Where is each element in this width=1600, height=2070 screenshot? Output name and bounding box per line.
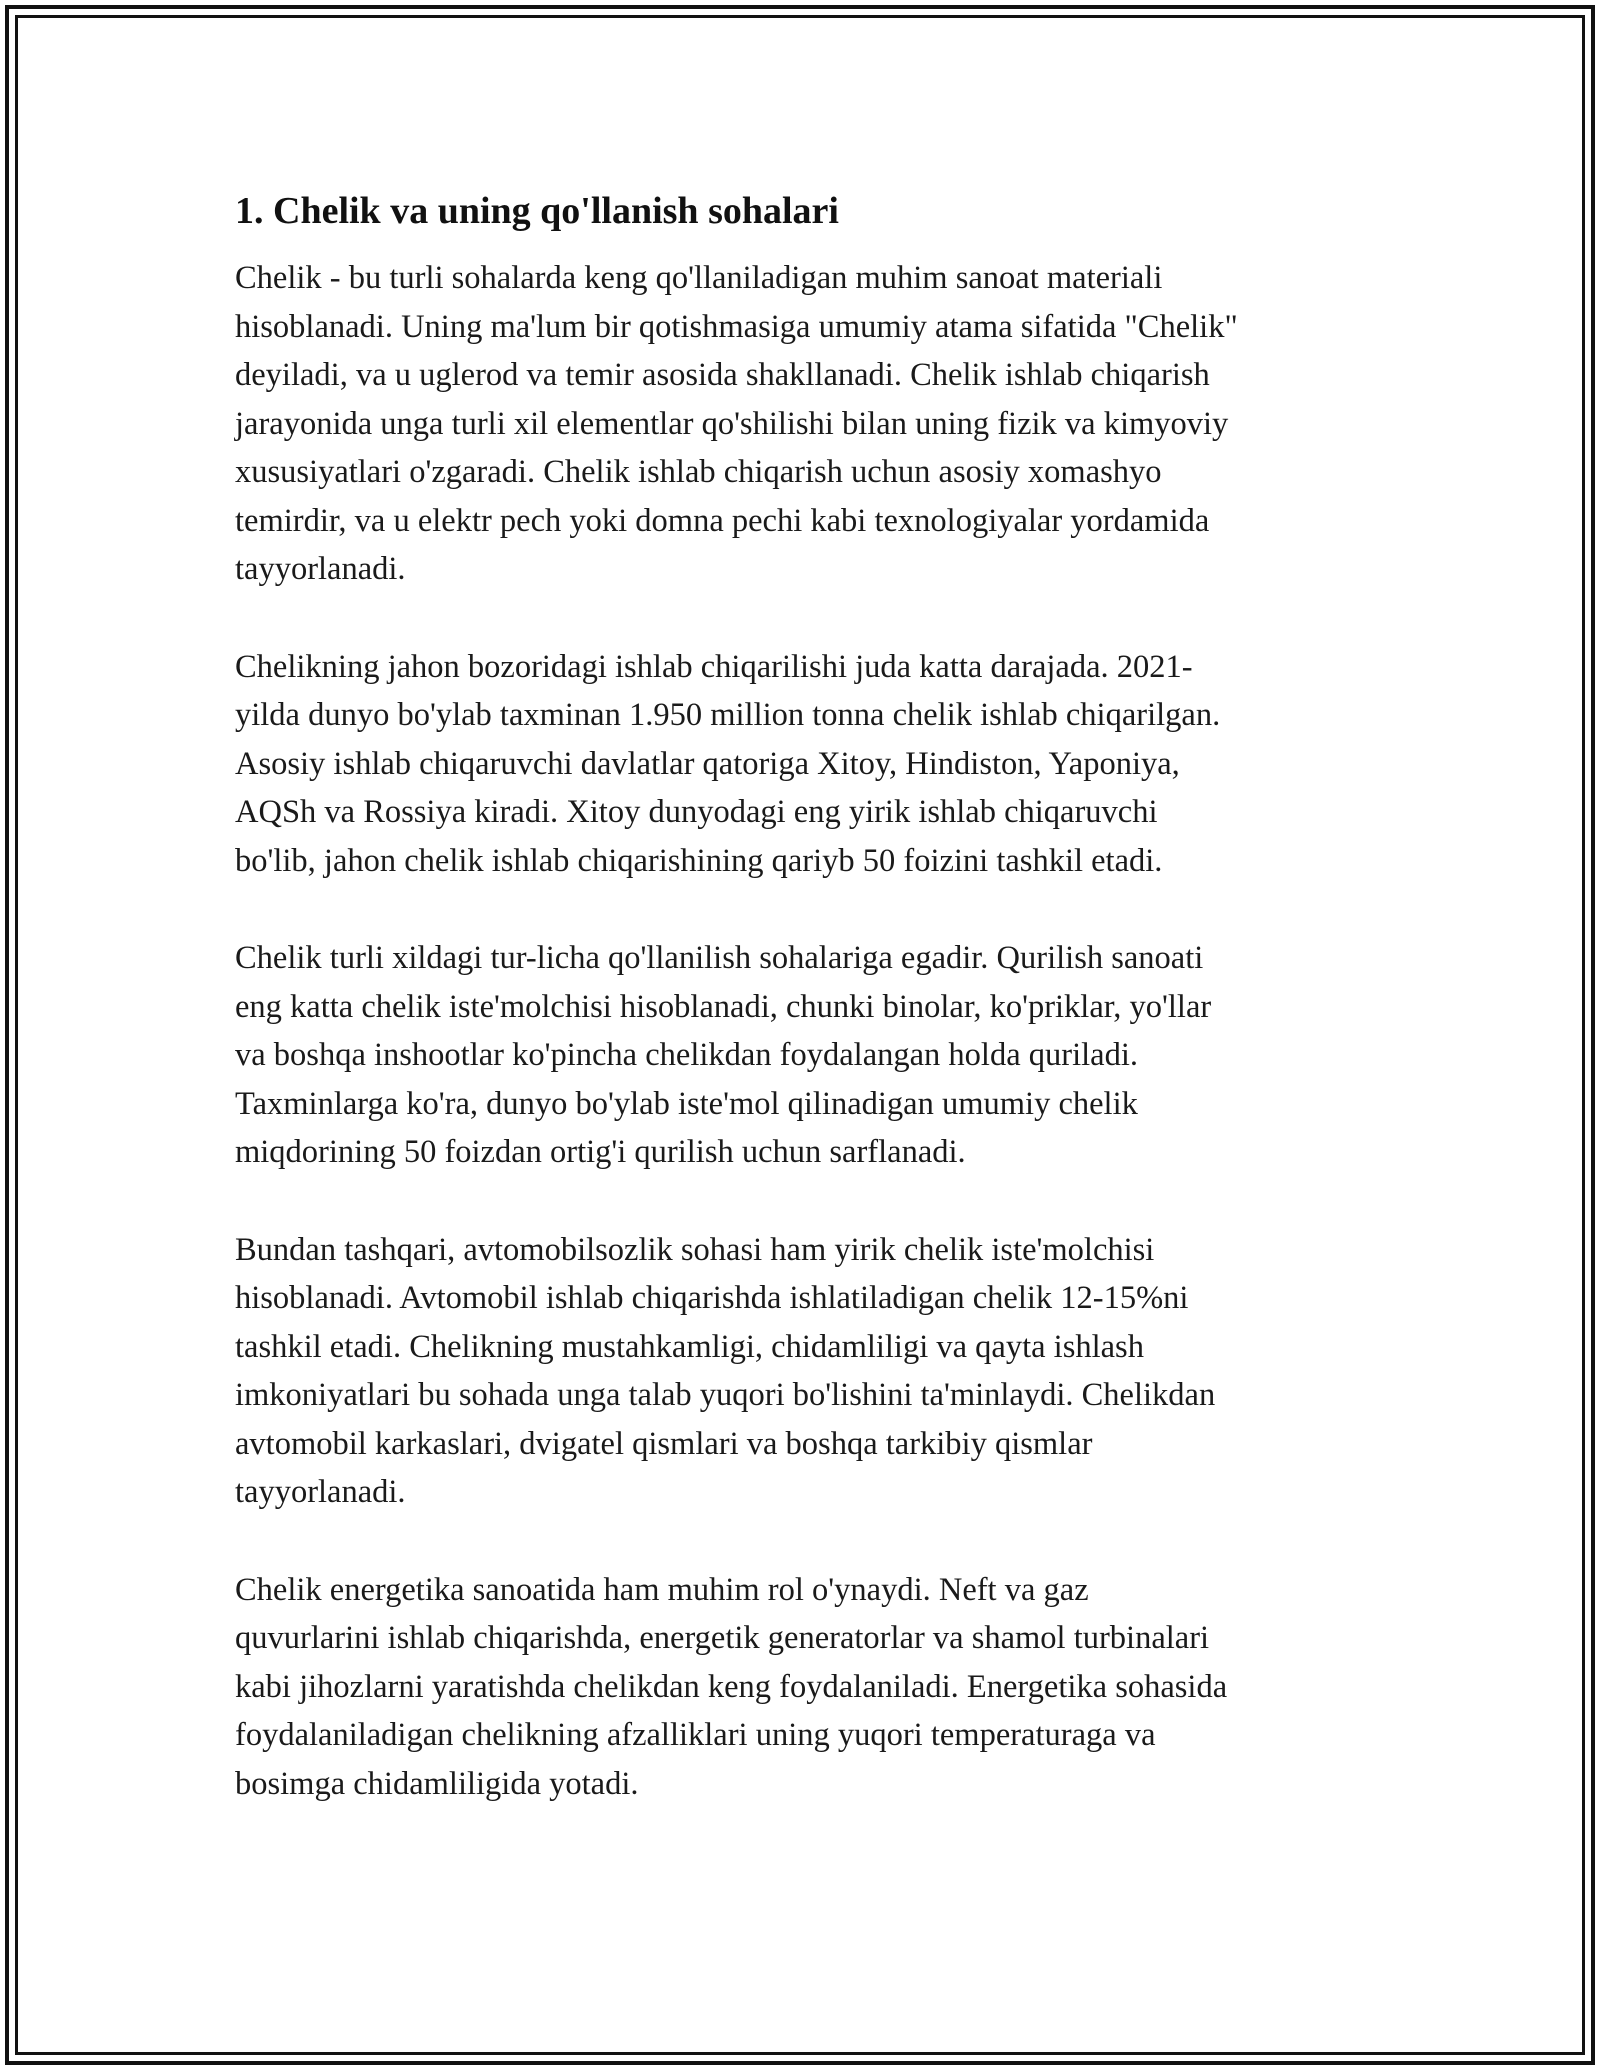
text-line: hisoblanadi. Avtomobil ishlab chiqarishda ishlatiladigan chelik 12-15%ni: [235, 1280, 1189, 1316]
paragraph-3: [235, 934, 1385, 1177]
text-line: xususiyatlari o'zgaradi. Chelik ishlab chiqarish uchun asosiy xomashyo: [235, 454, 1162, 490]
text-line: hisoblanadi. Uning ma'lum bir qotishmasiga umumiy atama sifatida "Chelik": [235, 308, 1238, 345]
paragraph-4: [235, 1226, 1385, 1517]
text-line: avtomobil karkaslari, dvigatel qismlari va boshqa tarkibiy qismlar: [235, 1425, 1093, 1462]
text-line: Chelikning jahon bozoridagi ishlab chiqarilishi juda katta darajada. 2021-: [235, 648, 1193, 685]
text-line: eng katta chelik iste'molchisi hisoblanadi, chunki binolar, ko'priklar, yo'llar: [235, 988, 1212, 1025]
text-line: bo'lib, jahon chelik ishlab chiqarishining qariyb 50 foizini tashkil etadi.: [235, 842, 1163, 879]
text-line: deyiladi, va u uglerod va temir asosida shakllanadi. Chelik ishlab chiqarish: [235, 357, 1210, 393]
text-line: bosimga chidamliligida yotadi.: [235, 1765, 639, 1802]
section-heading: 1. Chelik va uning qo'llanish sohalari: [235, 190, 839, 232]
paragraph-1: [235, 254, 1385, 594]
text-line: imkoniyatlari bu sohada unga talab yuqori bo'lishini ta'minlaydi. Chelikdan: [235, 1377, 1216, 1413]
text-line: Chelik energetika sanoatida ham muhim rol o'ynaydi. Neft va gaz: [235, 1571, 1089, 1608]
text-line: tashkil etadi. Chelikning mustahkamligi, chidamliligi va qayta ishlash: [235, 1328, 1144, 1365]
text-line: Asosiy ishlab chiqaruvchi davlatlar qatoriga Xitoy, Hindiston, Yaponiya,: [235, 745, 1180, 782]
text-line: Chelik turli xildagi tur-licha qo'llanilish sohalariga egadir. Qurilish sanoati: [235, 940, 1204, 976]
text-line: temirdir, va u elektr pech yoki domna pechi kabi texnologiyalar yordamida: [235, 502, 1210, 539]
text-line: tayyorlanadi.: [235, 551, 406, 587]
text-line: quvurlarini ishlab chiqarishda, energetik generatorlar va shamol turbinalari: [235, 1620, 1210, 1656]
text-line: foydalaniladigan chelikning afzalliklari uning yuqori temperaturaga va: [235, 1717, 1156, 1753]
text-line: Chelik - bu turli sohalarda keng qo'llaniladigan muhim sanoat materiali: [235, 260, 1163, 296]
text-line: AQSh va Rossiya kiradi. Xitoy dunyodagi eng yirik ishlab chiqaruvchi: [235, 794, 1158, 830]
text-line: va boshqa inshootlar ko'pincha chelikdan foydalangan holda quriladi.: [235, 1037, 1138, 1073]
text-line: Taxminlarga ko'ra, dunyo bo'ylab iste'mol qilinadigan umumiy chelik: [235, 1085, 1138, 1122]
text-line: kabi jihozlarni yaratishda chelikdan keng foydalaniladi. Energetika sohasida: [235, 1668, 1228, 1705]
paragraph-5: [235, 1566, 1385, 1809]
text-line: yilda dunyo bo'ylab taxminan 1.950 million tonna chelik ishlab chiqarilgan.: [235, 697, 1221, 733]
text-line: tayyorlanadi.: [235, 1474, 406, 1510]
text-line: miqdorining 50 foizdan ortig'i qurilish uchun sarflanadi.: [235, 1134, 966, 1170]
text-line: Bundan tashqari, avtomobilsozlik sohasi ham yirik chelik iste'molchisi: [235, 1231, 1155, 1268]
document-body: [235, 186, 1385, 1857]
text-line: jarayonida unga turli xil elementlar qo'shilishi bilan uning fizik va kimyoviy: [235, 405, 1229, 442]
paragraph-2: [235, 643, 1385, 886]
